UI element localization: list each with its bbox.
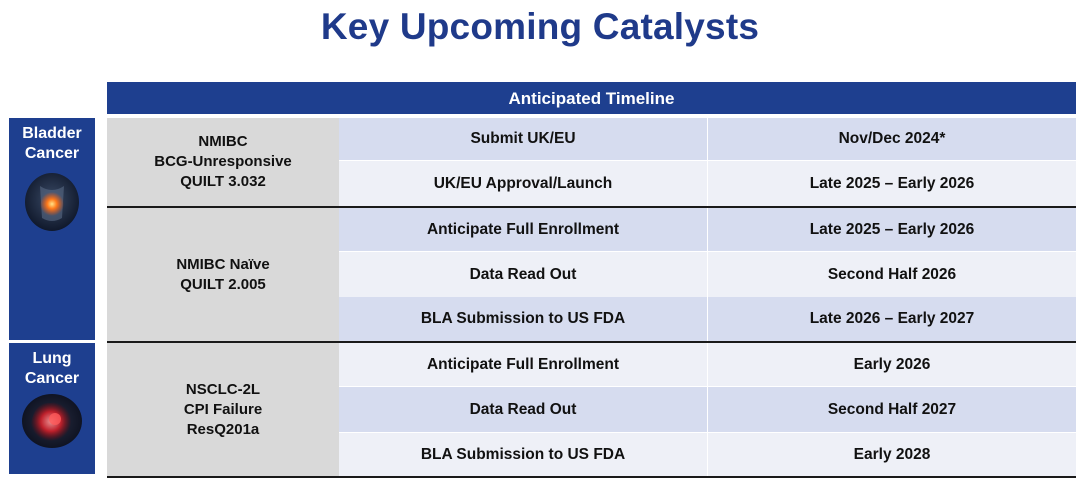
trial-line: NSCLC-2L (185, 380, 261, 398)
trial-line: BCG-Unresponsive (154, 153, 292, 170)
timing-cell: Nov/Dec 2024* (838, 130, 946, 147)
milestone-cell: Anticipate Full Enrollment (339, 343, 708, 386)
indication-label-line: Cancer (24, 370, 80, 387)
table-row (339, 208, 1076, 251)
table-row (339, 387, 1076, 432)
indication-label (9, 349, 95, 389)
lung-icon (21, 393, 83, 449)
group-divider (107, 206, 1076, 208)
indication-label-line: Bladder (22, 125, 82, 142)
table-row (339, 161, 1076, 206)
timing-cell: Second Half 2026 (827, 265, 957, 283)
timing-cell: Late 2025 – Early 2026 (809, 220, 975, 238)
trial-line: NMIBC Naïve (176, 255, 270, 273)
timing-cell: Late 2026 – Early 2027 (809, 310, 975, 327)
table-header: Anticipated Timeline (107, 82, 1076, 116)
milestone-cell: Submit UK/EU (339, 118, 708, 160)
indication-label-line: Cancer (24, 145, 80, 162)
indication-label (9, 124, 95, 164)
trial-line: QUILT 2.005 (180, 275, 266, 293)
indication-bladder (9, 118, 95, 340)
table-row (339, 433, 1076, 476)
table-row (339, 252, 1076, 297)
trial-line: ResQ201a (186, 420, 260, 438)
trial-line: CPI Failure (183, 400, 263, 418)
timing-cell: Early 2026 (853, 355, 931, 373)
milestone-cell: Data Read Out (339, 387, 708, 432)
milestone-cell: UK/EU Approval/Launch (339, 161, 708, 206)
milestone-cell: Data Read Out (339, 252, 708, 297)
table-row (339, 343, 1076, 386)
trial-group-quilt-3032 (107, 118, 339, 206)
timing-cell: Early 2028 (853, 445, 931, 463)
bladder-icon (23, 172, 81, 232)
table-row (339, 118, 1076, 160)
timing-cell: Late 2025 – Early 2026 (809, 174, 975, 192)
indication-label-line: Lung (32, 350, 72, 367)
trial-group-resq201a (107, 343, 339, 476)
milestone-cell: Anticipate Full Enrollment (339, 208, 708, 251)
table-row (339, 297, 1076, 341)
indication-lung (9, 343, 95, 474)
trial-line: QUILT 3.032 (180, 173, 266, 190)
trial-line: NMIBC (198, 133, 248, 150)
trial-group-quilt-2005 (107, 208, 339, 341)
page-title: Key Upcoming Catalysts (320, 6, 760, 47)
group-divider (107, 341, 1076, 343)
timing-cell: Second Half 2027 (827, 400, 957, 418)
table-bottom-rule (107, 476, 1076, 478)
milestone-cell: BLA Submission to US FDA (339, 297, 708, 341)
milestone-cell: BLA Submission to US FDA (339, 433, 708, 476)
